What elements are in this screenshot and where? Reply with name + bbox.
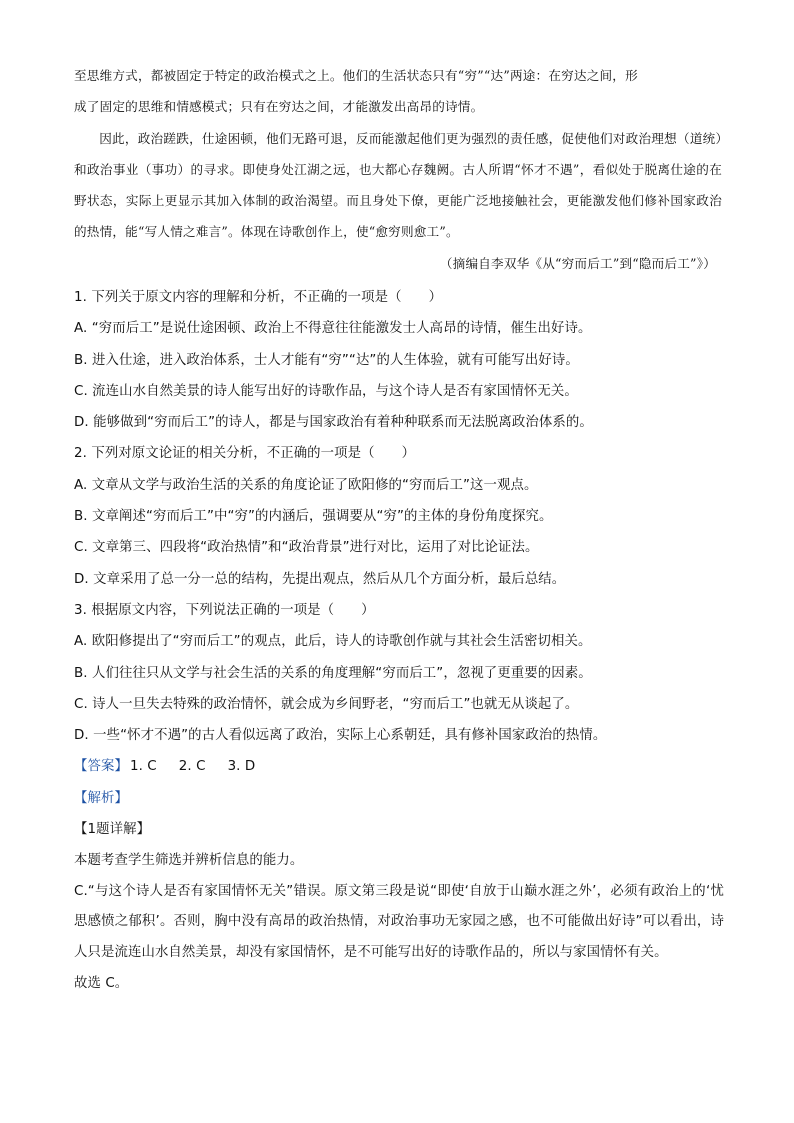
question-option: A. 欧阳修提出了“穷而后工”的观点，此后，诗人的诗歌创作就与其社会生活密切相关。 [74, 634, 592, 650]
question-3 [74, 595, 724, 751]
questions-section [74, 282, 724, 999]
question-option: A. “穷而后工”是说仕途困顿、政治上不得意往往能激发士人高昂的诗情，催生出好诗。 [74, 321, 592, 337]
answer-item: 3. D [227, 759, 256, 775]
reading-passage [74, 60, 722, 279]
answer-item: 2. C [178, 759, 206, 775]
question-stem: 1. 下列关于原文内容的理解和分析，不正确的一项是（ ） [74, 290, 443, 305]
answer-label: 【答案】 [74, 759, 128, 775]
question-option: B. 人们往往只从文学与社会生活的关系的角度理解“穷而后工”，忽视了更重要的因素。 [74, 665, 592, 681]
question-option: D. 一些“怀才不遇”的古人看似远离了政治，实际上心系朝廷，具有修补国家政治的热情。 [74, 728, 607, 744]
answer-item: 1. C [129, 759, 157, 775]
question-option: C. 诗人一旦失去特殊的政治情怀，就会成为乡间野老，“穷而后工”也就无从谈起了。 [74, 696, 579, 712]
question-option: B. 文章阐述“穷而后工”中“穷”的内涵后，强调要从“穷”的主体的身份角度探究。 [74, 509, 553, 525]
passage-paragraph: 因此，政治蹉跌，仕途困顿，他们无路可退，反而能激起他们更为强烈的责任感，促使他们对政治理想（道统）和政治事业（事功）的寻求。即使身处江湖之远，也大都心存魏阙。古人所谓“怀才不遇”，看似处于脱离仕途的在野状态，实际上更显示其加入体制的政治渴望。而且身处下僚，更能广泛地接触社会，更能激发他们修补国家政治的热情，能“写人情之难言”。体现在诗歌创作上，使“愈穷则愈工”。 [74, 130, 722, 240]
analysis-conclusion: 故选 C。 [74, 976, 129, 992]
question-option: B. 进入仕途，进入政治体系，士人才能有“穷”“达”的人生体验，就有可能写出好诗。 [74, 352, 579, 368]
passage-citation: （摘编自李双华《从“穷而后工”到“隐而后工”》） [439, 255, 716, 271]
answer-key [74, 751, 724, 782]
question-2 [74, 438, 724, 594]
question-option: A. 文章从文学与政治生活的关系的角度论证了欧阳修的“穷而后工”这一观点。 [74, 477, 538, 493]
question-stem: 2. 下列对原文论证的相关分析，不正确的一项是（ ） [74, 446, 416, 462]
question-option: C. 流连山水自然美景的诗人能写出好的诗歌作品，与这个诗人是否有家国情怀无关。 [74, 383, 578, 399]
question-option: D. 文章采用了总一分一总的结构，先提出观点，然后从几个方面分析，最后总结。 [74, 571, 566, 587]
analysis-label: 【解析】 [74, 790, 128, 806]
question-option: D. 能够做到“穷而后工”的诗人，都是与国家政治有着种种联系而无法脱离政治体系的。 [74, 415, 593, 431]
analysis-body: C.“与这个诗人是否有家国情怀无关”错误。原文第三段是说“即使‘自放于山巅水涯之外’，必须有政治上的‘忧思感愤之郁积’。否则，胸中没有高昂的政治热情，对政治事功无家园之感，也不可能做出好诗”可以看出，诗人只是流连山水自然美景，却没有家国情怀，是不可能写出好的诗歌作品的，所以与家国情怀有关。 [74, 883, 724, 960]
detail-title: 【1题详解】 [74, 822, 151, 838]
analysis-intro: 本题考查学生筛选并辨析信息的能力。 [74, 853, 304, 869]
question-stem: 3. 根据原文内容，下列说法正确的一项是（ ） [74, 602, 375, 618]
passage-line: 成了固定的思维和情感模式；只有在穷达之间，才能激发出高昂的诗情。 [74, 99, 484, 115]
passage-line: 至思维方式，都被固定于特定的政治模式之上。他们的生活状态只有“穷”“达”两途：在穷达之间，形 [74, 68, 638, 83]
question-1 [74, 282, 724, 438]
question-option: C. 文章第三、四段将“政治热情”和“政治背景”进行对比，运用了对比论证法。 [74, 540, 539, 556]
